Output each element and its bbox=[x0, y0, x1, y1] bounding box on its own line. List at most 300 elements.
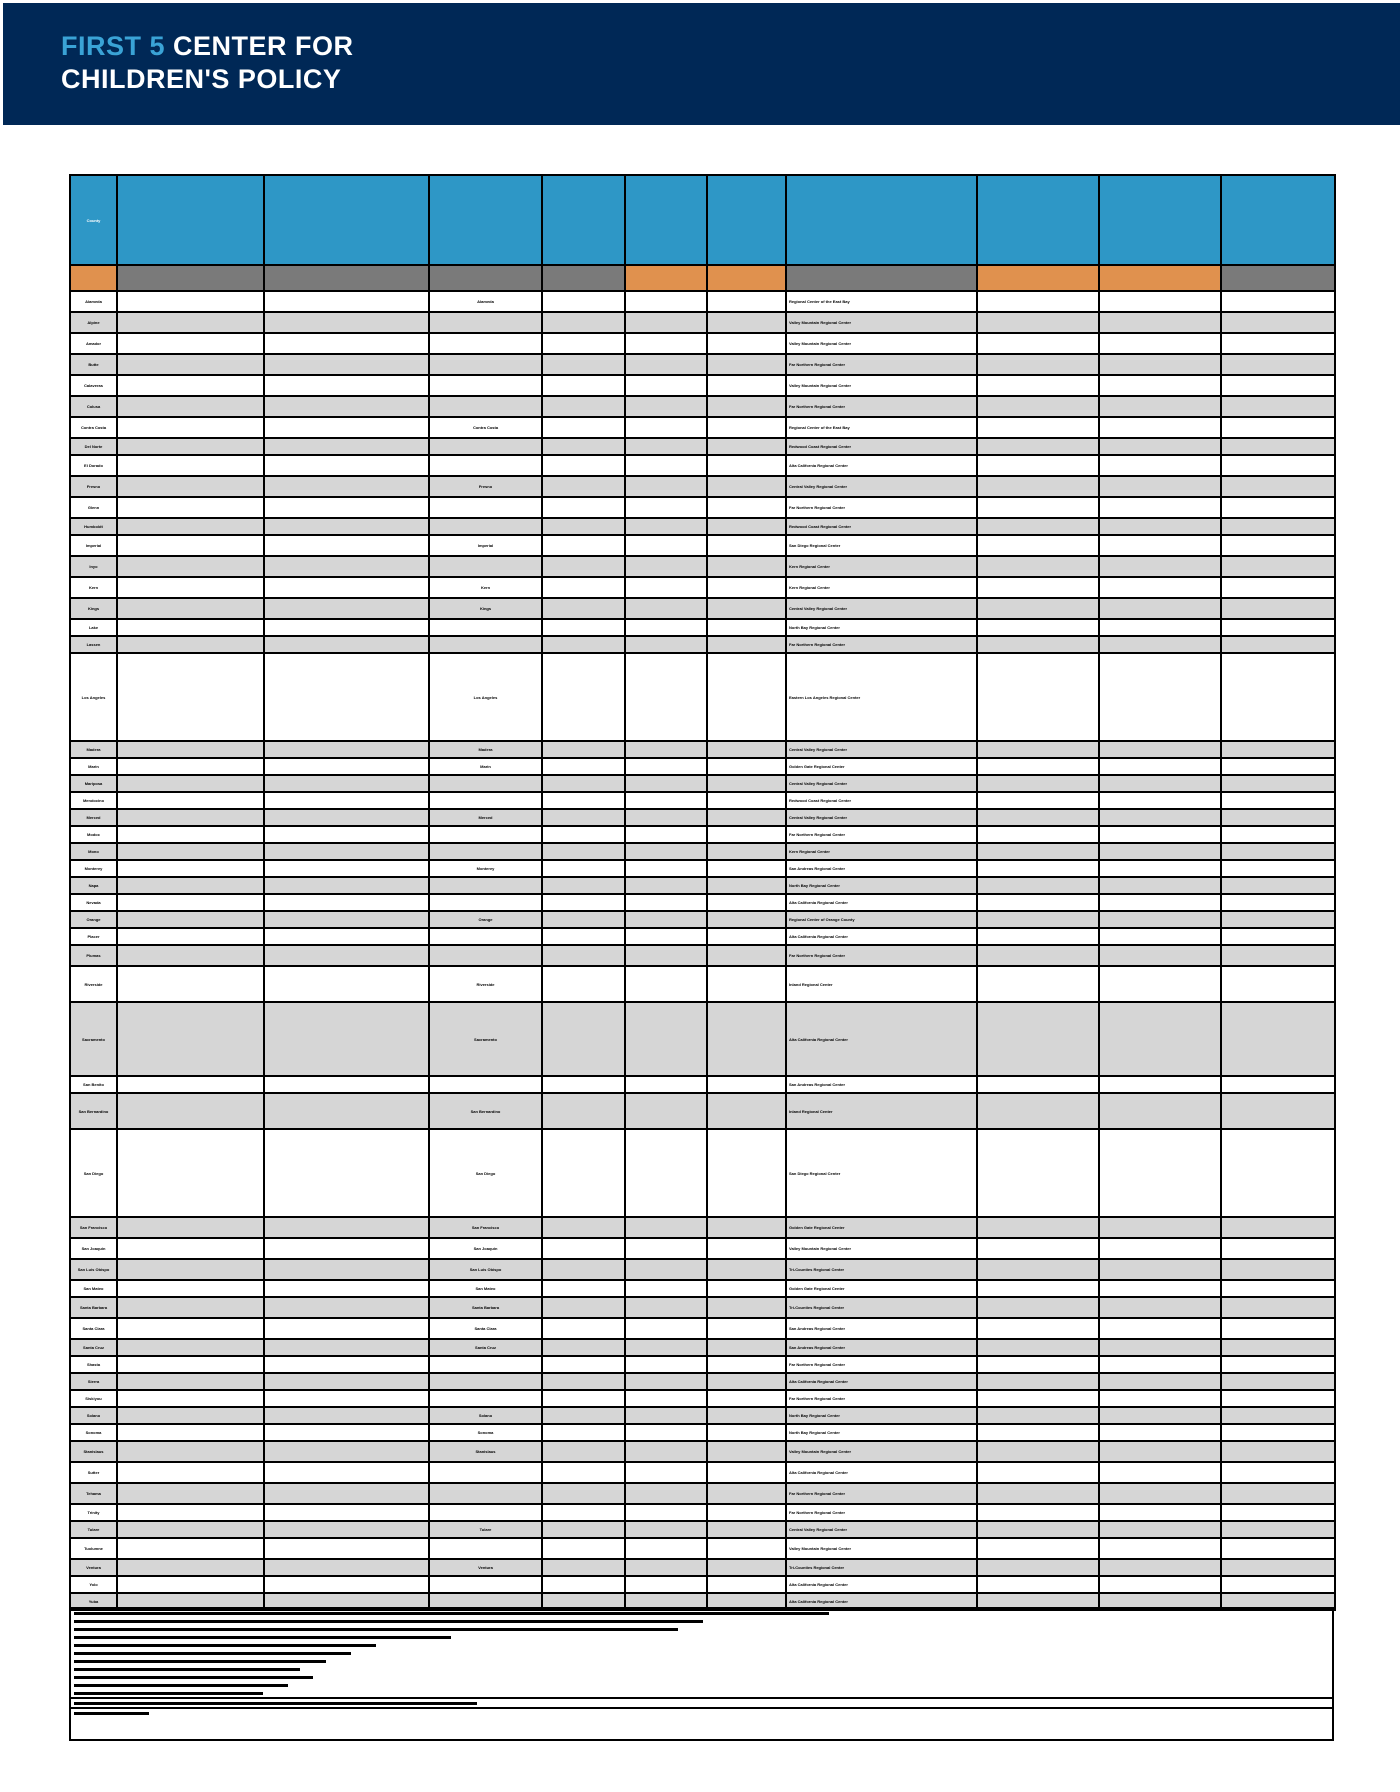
table-cell bbox=[707, 1559, 786, 1576]
table-cell bbox=[542, 1280, 625, 1297]
agency-cell: San Diego Regional Center bbox=[786, 1129, 977, 1217]
table-cell bbox=[542, 291, 625, 312]
table-header-row bbox=[70, 175, 1335, 265]
table-cell bbox=[1099, 1129, 1221, 1217]
agency-cell: Kern Regional Center bbox=[786, 577, 977, 598]
table-cell bbox=[542, 619, 625, 636]
table-row bbox=[70, 1424, 1335, 1441]
table-cell bbox=[977, 577, 1099, 598]
table-cell bbox=[1099, 1576, 1221, 1593]
table-cell bbox=[117, 518, 264, 535]
table-cell bbox=[117, 1462, 264, 1483]
county-cell: Sierra bbox=[70, 1373, 117, 1390]
table-cell bbox=[117, 438, 264, 455]
table-cell bbox=[625, 1002, 707, 1076]
table-cell bbox=[117, 291, 264, 312]
region-cell: Merced bbox=[429, 809, 542, 826]
table-cell bbox=[542, 1217, 625, 1238]
footnotes bbox=[69, 1607, 1334, 1741]
table-cell bbox=[542, 758, 625, 775]
table-row bbox=[70, 1076, 1335, 1093]
agency-cell: Regional Center of the East Bay bbox=[786, 417, 977, 438]
table-cell bbox=[264, 636, 429, 653]
table-cell bbox=[1099, 1339, 1221, 1356]
table-row bbox=[70, 636, 1335, 653]
table-cell bbox=[117, 1559, 264, 1576]
table-cell bbox=[625, 518, 707, 535]
agency-cell: Redwood Coast Regional Center bbox=[786, 438, 977, 455]
table-cell bbox=[1221, 1259, 1335, 1280]
table-cell bbox=[977, 1297, 1099, 1318]
table-cell bbox=[264, 911, 429, 928]
table-row bbox=[70, 476, 1335, 497]
county-cell: San Francisco bbox=[70, 1217, 117, 1238]
table-cell bbox=[625, 1297, 707, 1318]
region-cell: San Bernardino bbox=[429, 1093, 542, 1129]
table-cell bbox=[117, 843, 264, 860]
table-cell bbox=[1221, 877, 1335, 894]
table-cell bbox=[977, 354, 1099, 375]
table-cell bbox=[1099, 577, 1221, 598]
table-cell bbox=[264, 417, 429, 438]
table-cell bbox=[1099, 396, 1221, 417]
region-cell bbox=[429, 1462, 542, 1483]
county-cell: Sutter bbox=[70, 1462, 117, 1483]
region-cell: Monterey bbox=[429, 860, 542, 877]
table-cell bbox=[1221, 1559, 1335, 1576]
table-cell bbox=[264, 1424, 429, 1441]
agency-cell: Regional Center of Orange County bbox=[786, 911, 977, 928]
table-cell bbox=[542, 1129, 625, 1217]
table-cell bbox=[1221, 1297, 1335, 1318]
agency-cell: Valley Mountain Regional Center bbox=[786, 1441, 977, 1462]
agency-cell: Tri-Counties Regional Center bbox=[786, 1259, 977, 1280]
footnote-text-mark bbox=[74, 1644, 376, 1647]
table-cell bbox=[264, 476, 429, 497]
table-cell bbox=[1221, 1280, 1335, 1297]
agency-cell: Central Valley Regional Center bbox=[786, 741, 977, 758]
table-cell bbox=[1099, 1462, 1221, 1483]
metric-cell bbox=[264, 265, 429, 291]
table-cell bbox=[117, 1483, 264, 1504]
region-cell: San Luis Obispo bbox=[429, 1259, 542, 1280]
table-cell bbox=[117, 1318, 264, 1339]
table-row bbox=[70, 1559, 1335, 1576]
table-cell bbox=[117, 1076, 264, 1093]
table-cell bbox=[1221, 1424, 1335, 1441]
table-cell bbox=[117, 826, 264, 843]
table-cell bbox=[1099, 775, 1221, 792]
table-cell bbox=[1099, 1280, 1221, 1297]
agency-cell: Alta California Regional Center bbox=[786, 1002, 977, 1076]
agency-cell: Far Northern Regional Center bbox=[786, 1390, 977, 1407]
table-cell bbox=[1221, 928, 1335, 945]
table-cell bbox=[1099, 375, 1221, 396]
table-cell bbox=[1099, 1538, 1221, 1559]
table-cell bbox=[117, 333, 264, 354]
county-cell: Napa bbox=[70, 877, 117, 894]
table-cell bbox=[1099, 1238, 1221, 1259]
county-cell: Inyo bbox=[70, 556, 117, 577]
table-cell bbox=[625, 535, 707, 556]
table-cell bbox=[264, 1076, 429, 1093]
table-cell bbox=[542, 653, 625, 741]
table-cell bbox=[707, 860, 786, 877]
county-cell: Amador bbox=[70, 333, 117, 354]
footnote-line bbox=[71, 1617, 1332, 1625]
table-cell bbox=[1099, 945, 1221, 966]
table-row bbox=[70, 826, 1335, 843]
agency-cell: Alta California Regional Center bbox=[786, 455, 977, 476]
table-cell bbox=[1221, 291, 1335, 312]
table-cell bbox=[1221, 843, 1335, 860]
column-header bbox=[707, 175, 786, 265]
table-cell bbox=[1099, 1318, 1221, 1339]
table-cell bbox=[977, 1462, 1099, 1483]
table-cell bbox=[542, 1538, 625, 1559]
county-cell: Fresno bbox=[70, 476, 117, 497]
table-cell bbox=[1221, 1356, 1335, 1373]
column-header bbox=[625, 175, 707, 265]
table-cell bbox=[977, 1280, 1099, 1297]
table-cell bbox=[707, 1217, 786, 1238]
county-cell: Alpine bbox=[70, 312, 117, 333]
table-cell bbox=[264, 1280, 429, 1297]
table-cell bbox=[977, 598, 1099, 619]
table-cell bbox=[542, 1390, 625, 1407]
table-cell bbox=[1099, 911, 1221, 928]
table-cell bbox=[264, 375, 429, 396]
table-cell bbox=[117, 1297, 264, 1318]
table-cell bbox=[542, 1521, 625, 1538]
table-row bbox=[70, 1521, 1335, 1538]
table-cell bbox=[977, 636, 1099, 653]
county-cell: San Bernardino bbox=[70, 1093, 117, 1129]
table-cell bbox=[625, 877, 707, 894]
table-cell bbox=[977, 438, 1099, 455]
footnote-text-mark bbox=[74, 1676, 313, 1679]
table-row bbox=[70, 860, 1335, 877]
metric-cell bbox=[70, 265, 117, 291]
agency-cell: Inland Regional Center bbox=[786, 966, 977, 1002]
table-cell bbox=[977, 792, 1099, 809]
table-cell bbox=[977, 518, 1099, 535]
table-cell bbox=[542, 1441, 625, 1462]
footnote-text-mark bbox=[74, 1702, 477, 1705]
table-cell bbox=[542, 497, 625, 518]
table-cell bbox=[542, 1483, 625, 1504]
table-cell bbox=[264, 497, 429, 518]
table-cell bbox=[1221, 1002, 1335, 1076]
table-row bbox=[70, 518, 1335, 535]
table-cell bbox=[625, 966, 707, 1002]
table-cell bbox=[707, 1356, 786, 1373]
county-cell: Plumas bbox=[70, 945, 117, 966]
table-cell bbox=[707, 758, 786, 775]
table-cell bbox=[977, 1373, 1099, 1390]
table-cell bbox=[707, 396, 786, 417]
agency-cell: Golden Gate Regional Center bbox=[786, 758, 977, 775]
table-cell bbox=[117, 894, 264, 911]
table-cell bbox=[1099, 741, 1221, 758]
table-cell bbox=[117, 1356, 264, 1373]
table-row bbox=[70, 417, 1335, 438]
table-cell bbox=[264, 1504, 429, 1521]
agency-cell: San Andreas Regional Center bbox=[786, 1318, 977, 1339]
table-cell bbox=[625, 1462, 707, 1483]
header-band bbox=[3, 3, 1400, 125]
table-cell bbox=[707, 333, 786, 354]
region-cell bbox=[429, 1504, 542, 1521]
county-cell: Mariposa bbox=[70, 775, 117, 792]
table-cell bbox=[625, 636, 707, 653]
region-cell bbox=[429, 636, 542, 653]
column-header bbox=[786, 175, 977, 265]
table-cell bbox=[542, 826, 625, 843]
table-row bbox=[70, 1390, 1335, 1407]
county-cell: San Luis Obispo bbox=[70, 1259, 117, 1280]
table-cell bbox=[625, 375, 707, 396]
region-cell bbox=[429, 1076, 542, 1093]
table-cell bbox=[707, 598, 786, 619]
column-header bbox=[542, 175, 625, 265]
agency-cell: Valley Mountain Regional Center bbox=[786, 312, 977, 333]
agency-cell: Alta California Regional Center bbox=[786, 1593, 977, 1610]
table-cell bbox=[625, 312, 707, 333]
table-cell bbox=[1221, 354, 1335, 375]
region-cell bbox=[429, 1373, 542, 1390]
table-cell bbox=[977, 312, 1099, 333]
table-cell bbox=[117, 911, 264, 928]
table-cell bbox=[542, 1356, 625, 1373]
metric-cell bbox=[1099, 265, 1221, 291]
table-cell bbox=[264, 1093, 429, 1129]
county-cell: Madera bbox=[70, 741, 117, 758]
table-cell bbox=[625, 438, 707, 455]
metric-cell bbox=[1221, 265, 1335, 291]
table-row bbox=[70, 1129, 1335, 1217]
table-cell bbox=[264, 1559, 429, 1576]
table-row bbox=[70, 1093, 1335, 1129]
table-cell bbox=[1221, 860, 1335, 877]
table-cell bbox=[542, 1373, 625, 1390]
table-row bbox=[70, 877, 1335, 894]
table-cell bbox=[1221, 497, 1335, 518]
table-cell bbox=[264, 775, 429, 792]
table-row bbox=[70, 438, 1335, 455]
table-cell bbox=[707, 1504, 786, 1521]
table-cell bbox=[117, 1093, 264, 1129]
table-cell bbox=[264, 653, 429, 741]
table-cell bbox=[1099, 518, 1221, 535]
table-cell bbox=[264, 758, 429, 775]
column-header bbox=[429, 175, 542, 265]
table-cell bbox=[977, 945, 1099, 966]
table-cell bbox=[1099, 928, 1221, 945]
table-cell bbox=[625, 455, 707, 476]
table-cell bbox=[542, 1559, 625, 1576]
table-cell bbox=[542, 476, 625, 497]
table-cell bbox=[1221, 1462, 1335, 1483]
agency-cell: Central Valley Regional Center bbox=[786, 476, 977, 497]
region-cell bbox=[429, 1576, 542, 1593]
table-cell bbox=[117, 1002, 264, 1076]
table-cell bbox=[977, 1318, 1099, 1339]
table-cell bbox=[264, 1238, 429, 1259]
table-cell bbox=[264, 826, 429, 843]
table-cell bbox=[264, 1297, 429, 1318]
table-row bbox=[70, 928, 1335, 945]
region-cell: Santa Clara bbox=[429, 1318, 542, 1339]
county-cell: Santa Clara bbox=[70, 1318, 117, 1339]
table-cell bbox=[1221, 1390, 1335, 1407]
table-cell bbox=[625, 291, 707, 312]
table-row bbox=[70, 945, 1335, 966]
table-cell bbox=[977, 775, 1099, 792]
table-cell bbox=[542, 792, 625, 809]
table-row bbox=[70, 809, 1335, 826]
county-cell: San Joaquin bbox=[70, 1238, 117, 1259]
county-cell: Butte bbox=[70, 354, 117, 375]
table-cell bbox=[542, 966, 625, 1002]
table-cell bbox=[625, 1521, 707, 1538]
table-cell bbox=[542, 333, 625, 354]
table-cell bbox=[1221, 1576, 1335, 1593]
table-cell bbox=[1221, 1504, 1335, 1521]
table-cell bbox=[1221, 598, 1335, 619]
table-cell bbox=[625, 775, 707, 792]
agency-cell: San Andreas Regional Center bbox=[786, 1076, 977, 1093]
region-cell: Imperial bbox=[429, 535, 542, 556]
table-cell bbox=[117, 535, 264, 556]
table-cell bbox=[117, 1129, 264, 1217]
table-row bbox=[70, 354, 1335, 375]
footnote-text-mark bbox=[74, 1684, 288, 1687]
table-cell bbox=[1221, 1339, 1335, 1356]
table-cell bbox=[542, 455, 625, 476]
table-cell bbox=[977, 653, 1099, 741]
table-cell bbox=[1221, 809, 1335, 826]
table-cell bbox=[977, 843, 1099, 860]
table-cell bbox=[264, 1407, 429, 1424]
table-cell bbox=[1221, 945, 1335, 966]
table-cell bbox=[1099, 1504, 1221, 1521]
column-header bbox=[117, 175, 264, 265]
table-cell bbox=[1221, 438, 1335, 455]
table-cell bbox=[117, 577, 264, 598]
table-cell bbox=[264, 333, 429, 354]
table-cell bbox=[117, 945, 264, 966]
table-cell bbox=[625, 619, 707, 636]
table-cell bbox=[117, 354, 264, 375]
table-cell bbox=[117, 877, 264, 894]
table-cell bbox=[977, 291, 1099, 312]
region-cell bbox=[429, 945, 542, 966]
table-cell bbox=[264, 354, 429, 375]
agency-cell: Valley Mountain Regional Center bbox=[786, 333, 977, 354]
table-cell bbox=[1099, 843, 1221, 860]
footnote-line bbox=[71, 1609, 1332, 1617]
region-cell bbox=[429, 375, 542, 396]
table-cell bbox=[977, 1538, 1099, 1559]
table-row bbox=[70, 1297, 1335, 1318]
table-cell bbox=[707, 1424, 786, 1441]
agency-cell: Tri-Counties Regional Center bbox=[786, 1559, 977, 1576]
county-cell: Del Norte bbox=[70, 438, 117, 455]
table-cell bbox=[1099, 1521, 1221, 1538]
region-cell bbox=[429, 497, 542, 518]
agency-cell: San Diego Regional Center bbox=[786, 535, 977, 556]
table-cell bbox=[625, 1093, 707, 1129]
column-header: County bbox=[70, 175, 117, 265]
table-cell bbox=[1099, 291, 1221, 312]
table-cell bbox=[542, 1576, 625, 1593]
county-cell: Trinity bbox=[70, 1504, 117, 1521]
table-cell bbox=[707, 843, 786, 860]
region-cell: San Diego bbox=[429, 1129, 542, 1217]
table-cell bbox=[1221, 1129, 1335, 1217]
agency-cell: Eastern Los Angeles Regional Center bbox=[786, 653, 977, 741]
table-cell bbox=[707, 966, 786, 1002]
region-cell bbox=[429, 354, 542, 375]
region-cell: Sacramento bbox=[429, 1002, 542, 1076]
table-cell bbox=[1221, 826, 1335, 843]
table-row bbox=[70, 1259, 1335, 1280]
table-cell bbox=[1221, 911, 1335, 928]
table-row bbox=[70, 653, 1335, 741]
table-cell bbox=[264, 1483, 429, 1504]
table-cell bbox=[117, 1576, 264, 1593]
table-cell bbox=[625, 945, 707, 966]
table-cell bbox=[625, 556, 707, 577]
table-cell bbox=[707, 792, 786, 809]
table-row bbox=[70, 1538, 1335, 1559]
table-cell bbox=[707, 455, 786, 476]
table-cell bbox=[707, 1390, 786, 1407]
county-cell: Yuba bbox=[70, 1593, 117, 1610]
table-cell bbox=[1099, 476, 1221, 497]
table-cell bbox=[1099, 1002, 1221, 1076]
table-cell bbox=[625, 1576, 707, 1593]
column-header bbox=[264, 175, 429, 265]
table-cell bbox=[542, 911, 625, 928]
table-row bbox=[70, 966, 1335, 1002]
table-row bbox=[70, 741, 1335, 758]
table-cell bbox=[117, 598, 264, 619]
table-row bbox=[70, 455, 1335, 476]
table-cell bbox=[542, 945, 625, 966]
table-cell bbox=[264, 966, 429, 1002]
table-cell bbox=[977, 1424, 1099, 1441]
brand-line-1 bbox=[61, 30, 354, 63]
table-cell bbox=[264, 1373, 429, 1390]
table-cell bbox=[707, 636, 786, 653]
table-row bbox=[70, 598, 1335, 619]
table-cell bbox=[977, 928, 1099, 945]
table-cell bbox=[1221, 1238, 1335, 1259]
footnote-line bbox=[71, 1697, 1332, 1707]
table-cell bbox=[707, 476, 786, 497]
footnote-line bbox=[71, 1633, 1332, 1641]
table-cell bbox=[1221, 636, 1335, 653]
table-cell bbox=[117, 775, 264, 792]
table-cell bbox=[707, 1002, 786, 1076]
table-cell bbox=[707, 928, 786, 945]
table-cell bbox=[117, 1390, 264, 1407]
table-cell bbox=[625, 843, 707, 860]
table-cell bbox=[625, 476, 707, 497]
table-cell bbox=[117, 1217, 264, 1238]
